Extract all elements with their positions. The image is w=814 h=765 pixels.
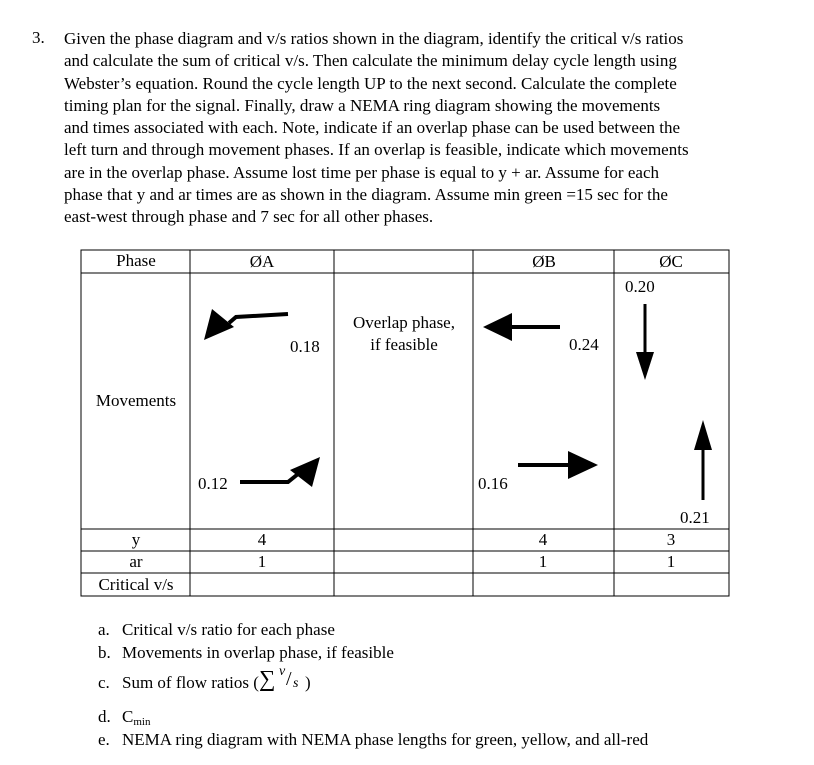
table-lines (81, 250, 729, 596)
row-label-movements: Movements (95, 391, 177, 410)
phase-b-through-arrow-wb (483, 313, 560, 341)
header-phase-a: ØA (249, 252, 275, 271)
header-phase-c: ØC (659, 252, 683, 271)
phase-b-ar: 1 (538, 552, 548, 571)
phase-b-vs-bottom: 0.16 (478, 474, 508, 493)
phase-a-left-turn-arrow (204, 309, 288, 340)
problem-line: and times associated with each. Note, indicate if an overlap phase can be used between the (64, 118, 681, 138)
problem-number: 3. (32, 28, 45, 47)
phase-b-y: 4 (538, 530, 548, 549)
problem-line: east-west through phase and 7 sec for all other phases. (64, 207, 434, 227)
problem-line: left turn and through movement phases. If an overlap is feasible, indicate which movements (64, 140, 689, 160)
sum-symbol: ∑ v / s (258, 664, 299, 691)
problem-line: timing plan for the signal. Finally, draw a NEMA ring diagram showing the movements (64, 95, 661, 115)
sub-question-c: c. Sum of flow ratios ( ∑ v / s ) (98, 664, 311, 692)
problem-line: are in the overlap phase. Assume lost time per phase is equal to y + ar. Assume for each (64, 162, 659, 182)
overlap-line-2: if feasible (370, 335, 438, 354)
problem-line: phase that y and ar times are as shown in the diagram. Assume min green =15 sec for the (64, 185, 668, 205)
phase-a-left-turn-arrow-eb (240, 457, 320, 487)
fraction-slash: / (285, 668, 292, 690)
phase-b-vs-top: 0.24 (569, 335, 599, 354)
phase-a-y: 4 (257, 530, 267, 549)
sub-question-e: e. NEMA ring diagram with NEMA phase lengths for green, yellow, and all-red (98, 730, 649, 749)
overlap-phase-label (334, 312, 474, 356)
problem-line: Given the phase diagram and v/s ratios shown in the diagram, identify the critical v/s ratios (64, 29, 684, 48)
row-label-ar: ar (129, 552, 143, 571)
phase-c-down-arrow (636, 304, 654, 380)
phase-c-ar: 1 (666, 552, 676, 571)
overlap-line-1: Overlap phase, (353, 313, 455, 332)
sub-question-a: a. Critical v/s ratio for each phase (98, 620, 335, 639)
header-phase-b: ØB (532, 252, 556, 271)
phase-a-vs-bottom: 0.12 (198, 474, 228, 493)
phase-c-up-arrow (694, 420, 712, 500)
phase-c-vs-bottom: 0.21 (680, 508, 710, 527)
phase-a-vs-top: 0.18 (290, 337, 320, 356)
sub-question-d: d. $C_{min}$ (98, 707, 151, 728)
problem-line: and calculate the sum of critical v/s. Then calculate the minimum delay cycle length using (64, 51, 677, 71)
phase-b-through-arrow-eb (518, 451, 598, 479)
phase-c-vs-top: 0.20 (625, 277, 655, 296)
header-phase: Phase (116, 251, 156, 270)
row-label-critical: Critical v/s (98, 575, 174, 594)
sub-question-b: b. Movements in overlap phase, if feasible (98, 643, 394, 662)
problem-line: Webster’s equation. Round the cycle length UP to the next second. Calculate the complete (64, 73, 677, 93)
row-label-y: y (131, 530, 141, 549)
phase-c-y: 3 (666, 530, 676, 549)
phase-a-ar: 1 (257, 552, 267, 571)
